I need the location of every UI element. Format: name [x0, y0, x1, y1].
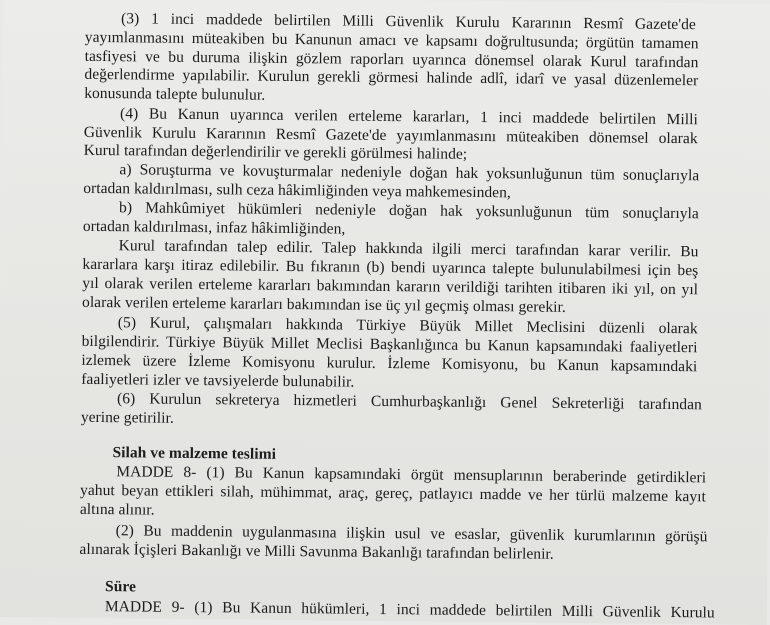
- text-line: ortadan kaldırılması, infaz hâkimliğinden,: [82, 217, 346, 238]
- text-line: (3) 1 inci maddede belirtilen Milli Güvenlik Kurulu Kararının Resmî Gazete'de: [120, 10, 696, 34]
- text-line: yerine getirilir.: [80, 408, 174, 427]
- text-line: Kurul tarafından değerlendirilir ve gerekli görülmesi halinde;: [83, 141, 468, 163]
- text-line: tasfiyesi ve bu duruma ilişkin gözlem raporları uyarınca dönemsel olarak Kurul tarafından: [84, 47, 699, 72]
- text-line: (6) Kurulun sekreterya hizmetleri Cumhurbaşkanlığı Genel Sekreterliği tarafından: [116, 390, 702, 414]
- text-line: alınarak İçişleri Bakanlığı ve Milli Savunma Bakanlığı tarafından belirlenir.: [79, 540, 554, 563]
- text-line: b) Mahkûmiyet hükümleri nedeniyle doğan hak yoksunluğunun tüm sonuçlarıyla: [118, 199, 699, 223]
- text-line: (2) Bu maddenin uygulanmasına ilişkin usul ve esaslar, güvenlik kurumlarının görüşü: [115, 522, 708, 546]
- text-line: izlemek üzere İzleme Komisyonu kurulur. İzleme Komisyonu, bu Kanun kapsamındaki: [81, 351, 698, 376]
- text-line: konusunda talepte bulunulur.: [84, 84, 266, 104]
- text-line: yahut beyan ettikleri silah, mühimmat, araç, gereç, patlayıcı madde ve her türlü malzeme kayıt: [80, 481, 706, 506]
- section-heading: Süre: [105, 578, 137, 596]
- text-line: MADDE 9- (1) Bu Kanun hükümleri, 1 inci maddede belirtilen Milli Güvenlik Kurulu: [104, 598, 715, 622]
- text-line: (5) Kurul, çalışmaları hakkında Türkiye Büyük Millet Meclisini düzenli olarak: [117, 314, 698, 338]
- text-line: yıl olarak verilen erteleme kararları bakımından kararın verildiği tarihten itibaren iki yıl, on yıl: [82, 274, 699, 299]
- text-line: Kurul tarafından talep edilir. Talep hakkında ilgili merci tarafından karar verilir. Bu: [118, 237, 699, 261]
- text-line: faaliyetleri izler ve tavsiyelerde bulunabilir.: [81, 370, 355, 391]
- section-heading: Silah ve malzeme teslimi: [112, 444, 277, 463]
- text-line: (4) Bu Kanun uyarınca verilen erteleme kararları, 1 inci maddede belirtilen Milli: [119, 105, 698, 129]
- text-line: bilgilendirir. Türkiye Büyük Millet Meclisi Başkanlığınca bu Kanun kapsamındaki faaliyetleri: [81, 332, 698, 357]
- text-line: ortadan kaldırılması, sulh ceza hâkimliğinden veya mahkemesinden,: [83, 179, 511, 202]
- text-line: değerlendirme yapılabilir. Kurulun gerekli görmesi halinde adlî, idarî ve yasal düzenlemeler: [84, 65, 699, 90]
- text-line: kararlara karşı itiraz edilebilir. Bu fıkranın (b) bendi uyarınca talepte bulunulabilmesi için beş: [82, 255, 699, 280]
- text-line: a) Soruşturma ve kovuşturmalar nedeniyle doğan hak yoksunluğunun tüm sonuçlarıyla: [119, 161, 700, 185]
- text-line: MADDE 8- (1) Bu Kanun kapsamındaki örgüt mensuplarının beraberinde getirdikleri: [116, 463, 707, 487]
- text-line: yayımlanmasını müteakiben bu Kanunun amacı ve kapsamı doğrultusunda; örgütün tamamen: [84, 28, 699, 53]
- text-line: Güvenlik Kurulu Kararının Resmî Gazete'de yayımlanmasını müteakiben dönemsel olarak: [83, 123, 698, 148]
- text-line: olarak verilen erteleme kararları bakımından ise üç yıl geçmiş olması gerekir.: [81, 293, 566, 316]
- text-line: altına alınır.: [79, 500, 155, 519]
